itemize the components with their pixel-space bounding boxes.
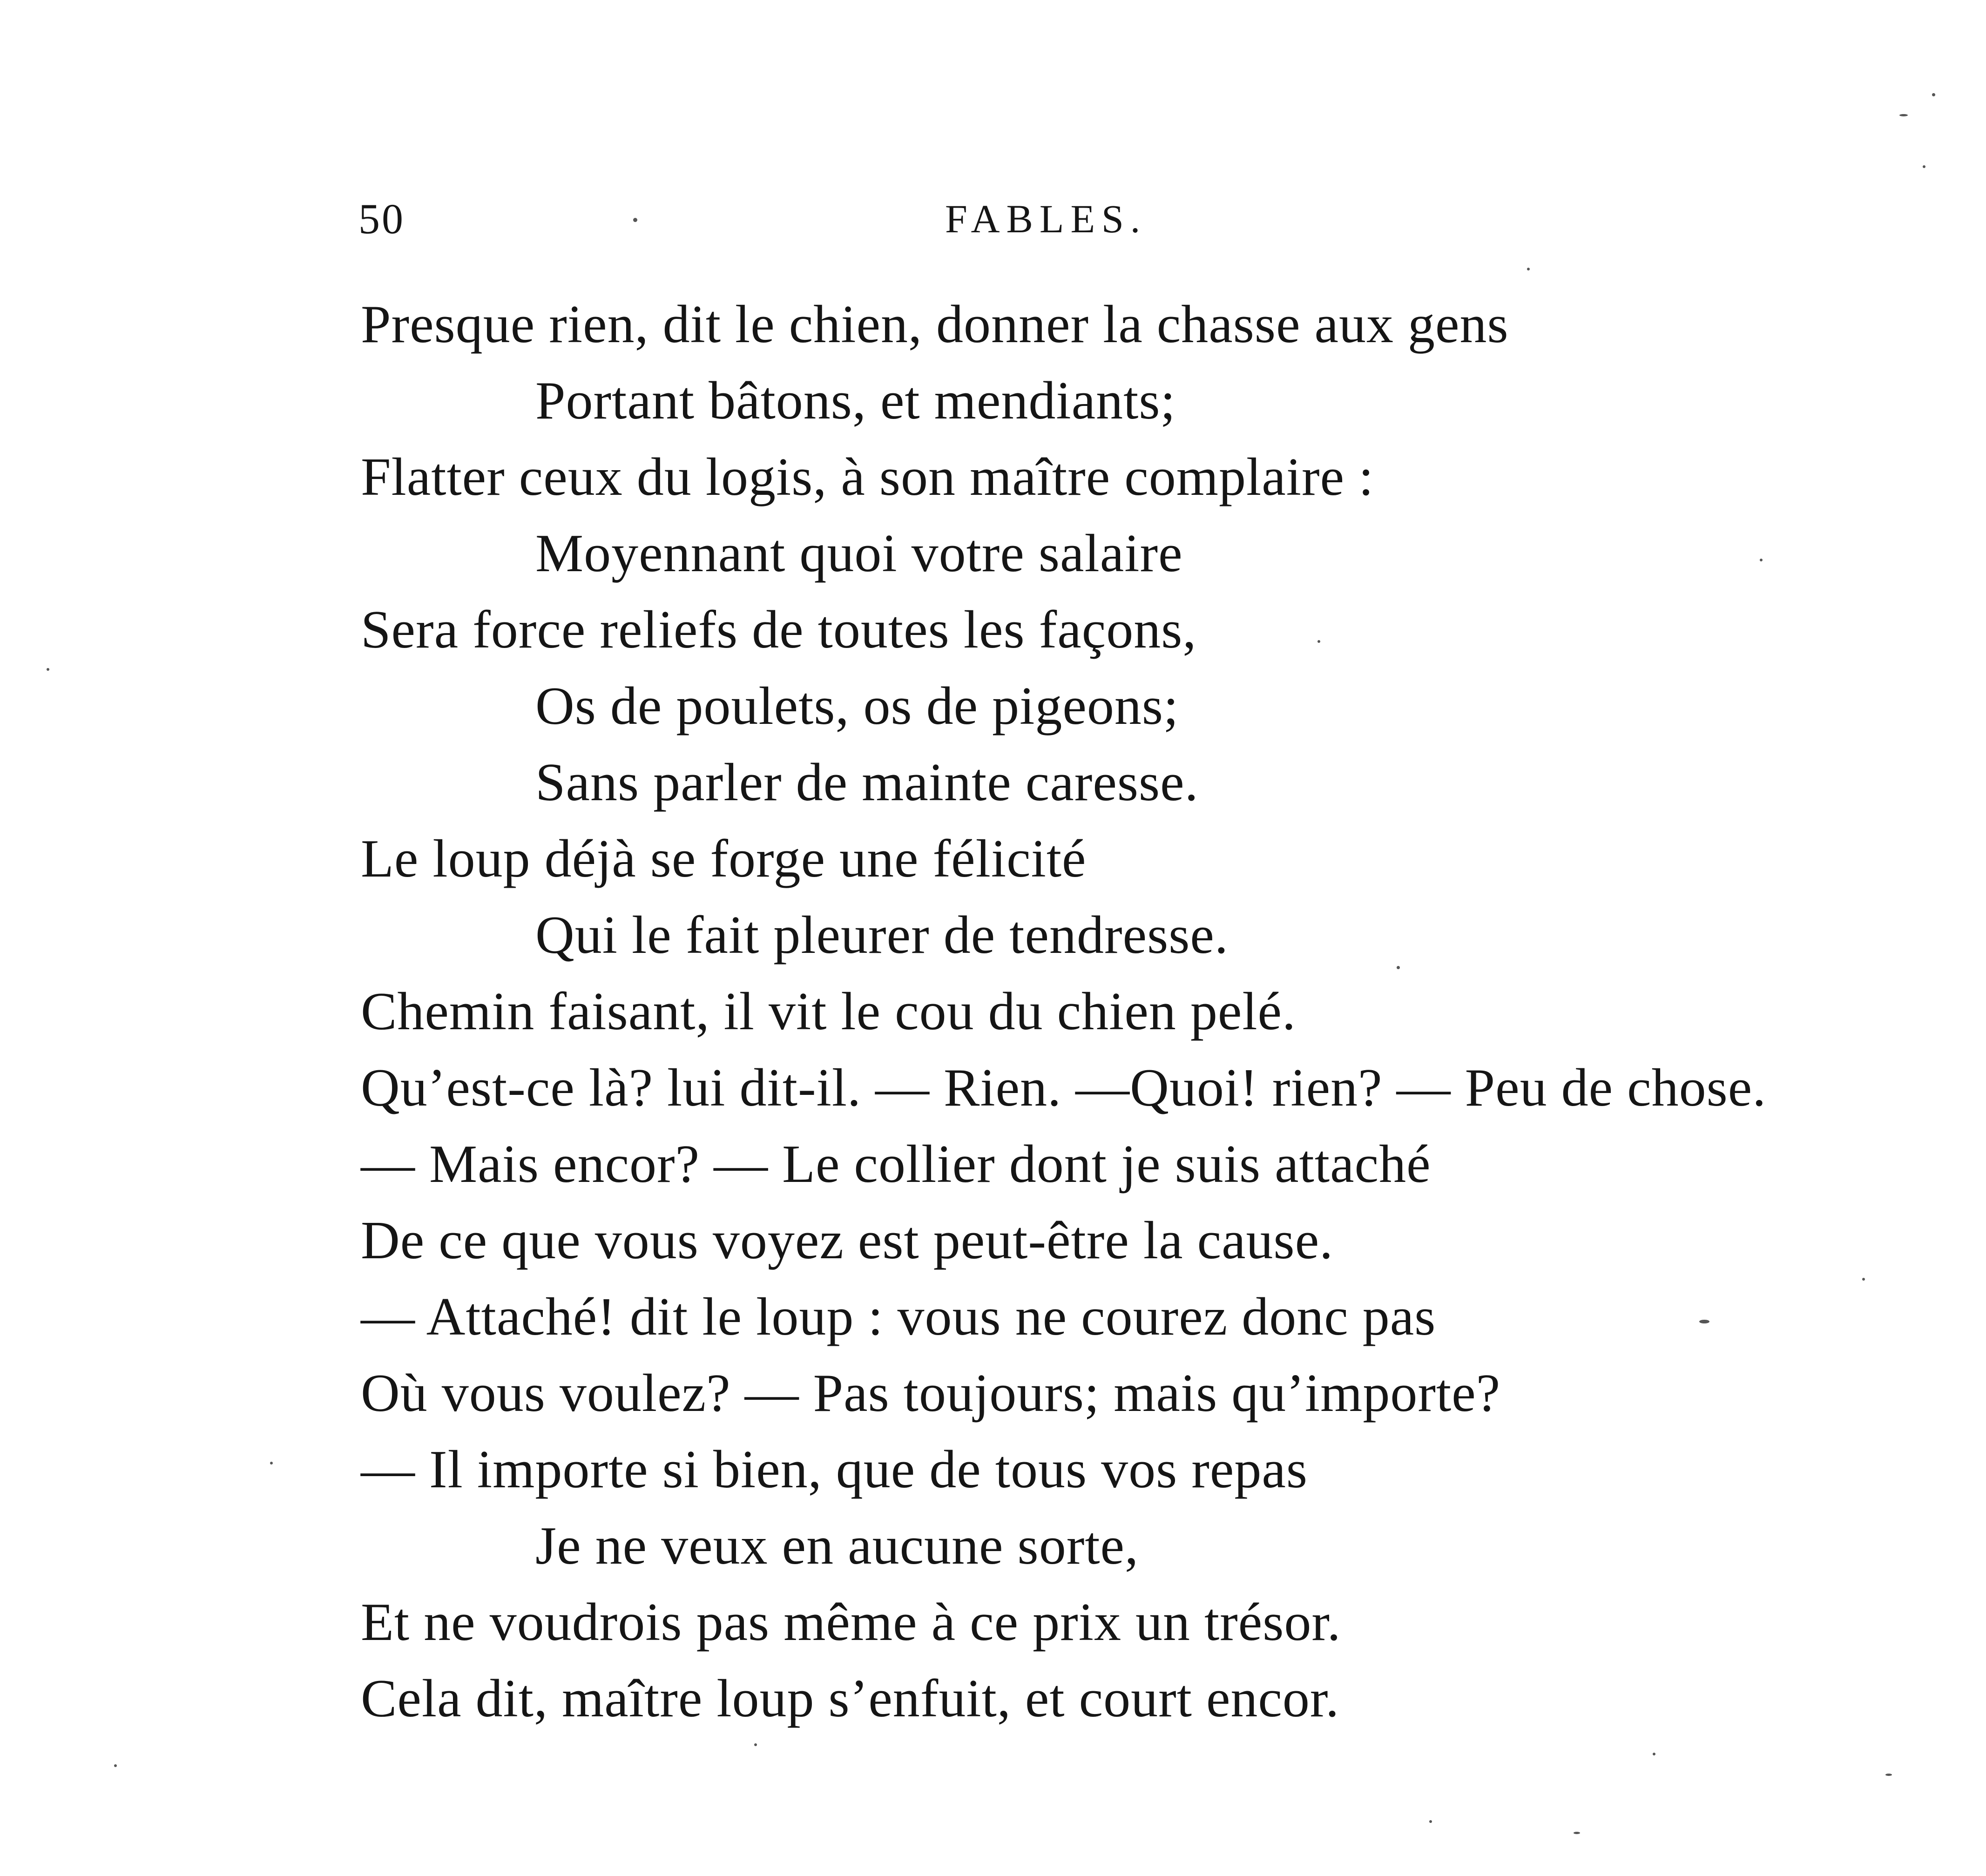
- scan-speck: [1574, 1832, 1580, 1834]
- verse-line: Qui le fait pleurer de tendresse.: [535, 905, 1229, 965]
- scan-speck: [1923, 165, 1925, 168]
- scan-speck: [114, 1764, 117, 1767]
- verse-line: Je ne veux en aucune sorte,: [535, 1516, 1139, 1576]
- scan-speck: [270, 1462, 273, 1464]
- scan-speck: [1862, 1278, 1865, 1281]
- scan-speck: [1397, 966, 1400, 969]
- scan-speck: [1760, 559, 1763, 561]
- verse-line: — Attaché! dit le loup : vous ne courez donc pas: [361, 1287, 1436, 1347]
- verse-line: Presque rien, dit le chien, donner la chasse aux gens: [361, 295, 1509, 354]
- scan-speck: [1429, 1820, 1432, 1823]
- verse-line: — Il importe si bien, que de tous vos repas: [361, 1440, 1308, 1499]
- running-head: [0, 193, 1986, 244]
- verse-line: — Mais encor? — Le collier dont je suis attaché: [361, 1134, 1431, 1194]
- scan-speck: [1527, 268, 1530, 270]
- verse-line: Portant bâtons, et mendiants;: [535, 371, 1176, 431]
- verse-line: Chemin faisant, il vit le cou du chien pelé.: [361, 982, 1297, 1041]
- verse-line: Où vous voulez? — Pas toujours; mais qu’importe?: [361, 1363, 1501, 1423]
- scan-speck: [1653, 1753, 1655, 1755]
- scan-speck: [1899, 114, 1908, 116]
- verse-block: [361, 286, 1897, 1737]
- scan-speck: [1699, 1320, 1709, 1323]
- verse-line: Qu’est-ce là? lui dit-il. — Rien. —Quoi! rien? — Peu de chose.: [361, 1058, 1767, 1118]
- scan-speck: [47, 668, 49, 671]
- verse-line: Moyennant quoi votre salaire: [535, 524, 1183, 583]
- page-number: 50: [358, 195, 405, 243]
- verse-line: Le loup déjà se forge une félicité: [361, 829, 1087, 889]
- verse-line: Os de poulets, os de pigeons;: [535, 676, 1179, 736]
- running-title: FABLES.: [945, 196, 1147, 241]
- verse-line: Sera force reliefs de toutes les façons,: [361, 600, 1197, 660]
- verse-line: Et ne voudrois pas même à ce prix un trésor.: [361, 1593, 1341, 1652]
- scan-speck: [754, 1743, 757, 1746]
- verse-line: Sans parler de mainte caresse.: [535, 753, 1199, 812]
- scan-speck: [1317, 640, 1320, 643]
- scan-speck: [633, 218, 637, 222]
- scan-speck: [1885, 1774, 1892, 1776]
- verse-line: Flatter ceux du logis, à son maître complaire :: [361, 447, 1374, 507]
- scan-speck: [1932, 93, 1935, 96]
- verse-line: De ce que vous voyez est peut-être la cause.: [361, 1211, 1334, 1270]
- verse-line: Cela dit, maître loup s’enfuit, et court encor.: [361, 1669, 1340, 1728]
